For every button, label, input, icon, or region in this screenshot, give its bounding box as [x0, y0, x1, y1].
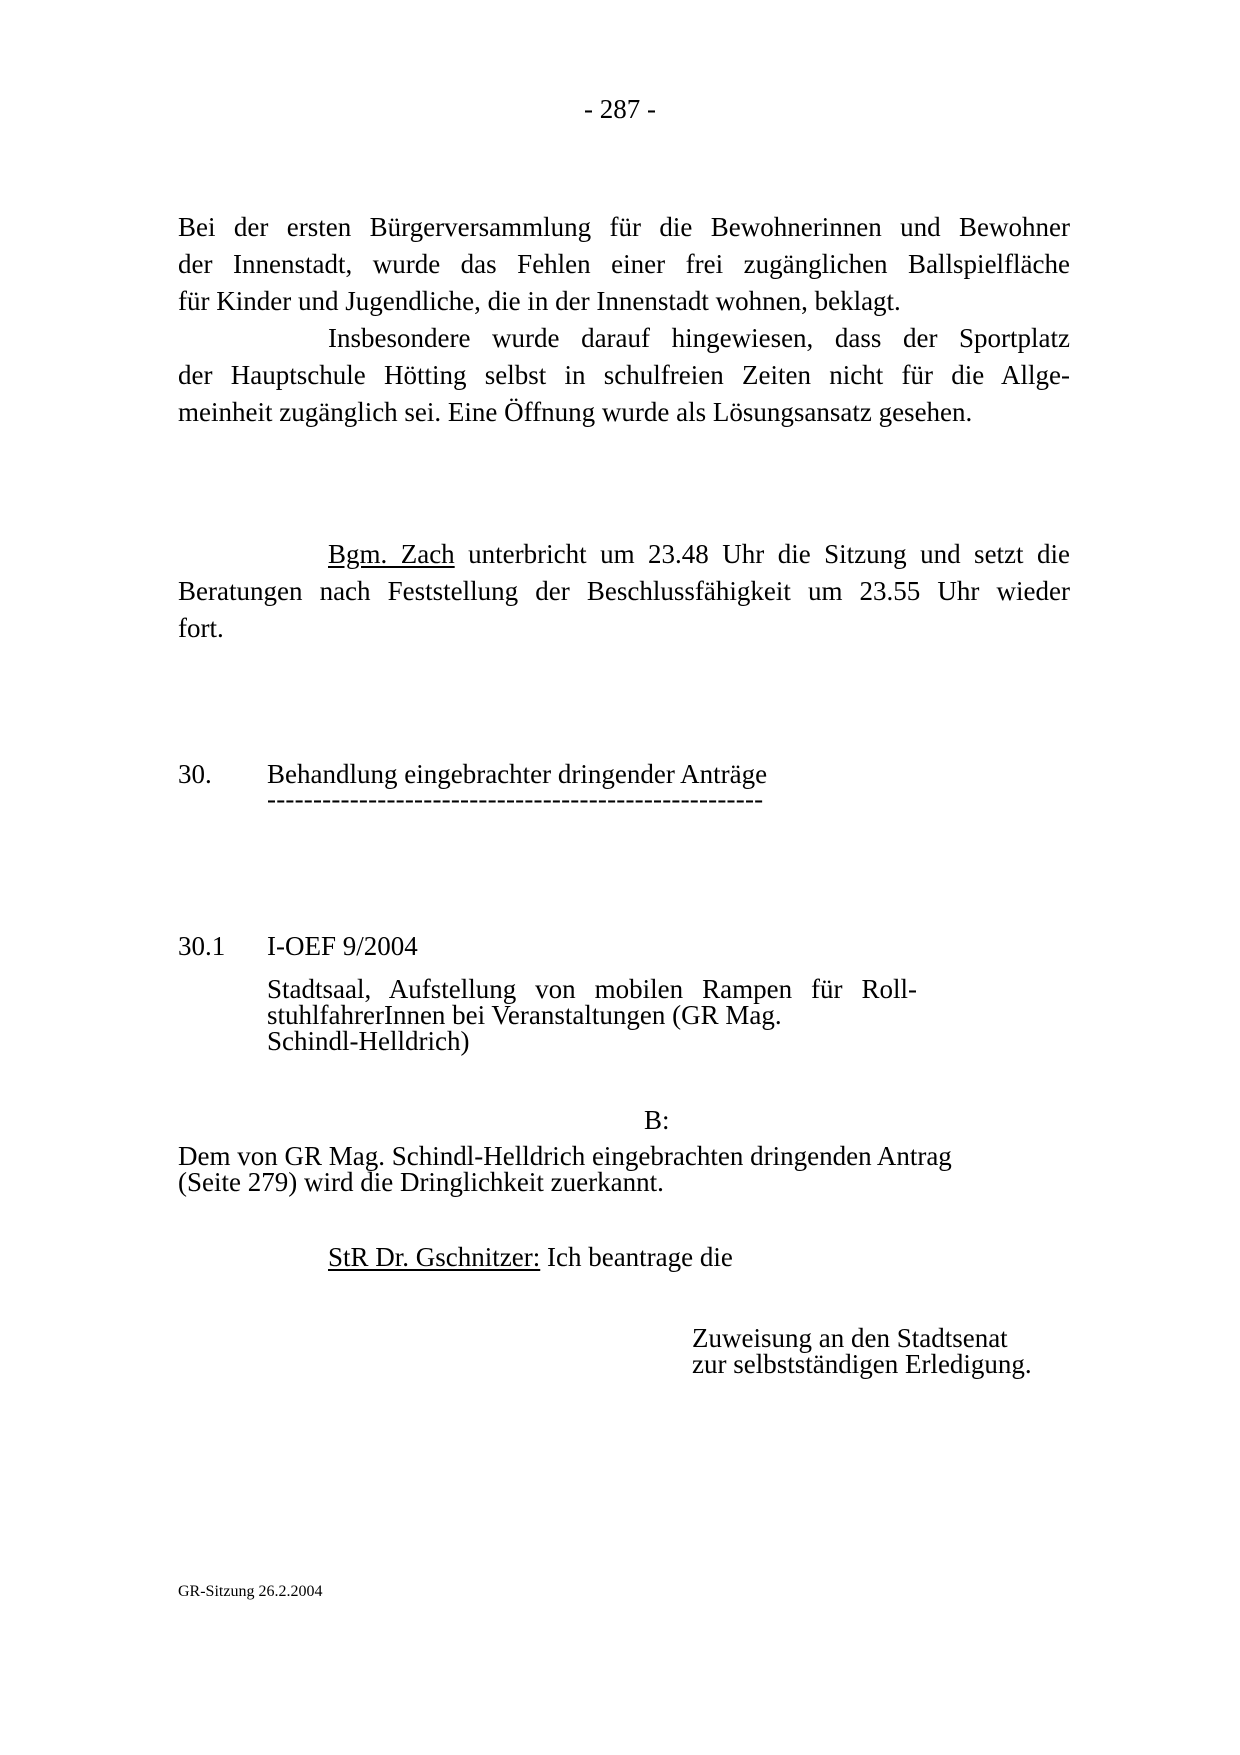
text-line	[178, 536, 1070, 573]
text-line: Schindl-Helldrich)	[267, 1026, 470, 1056]
motion-line	[328, 1240, 733, 1274]
motion-result	[692, 1325, 1032, 1377]
text-line: Stadtsaal, Aufstellung von mobilen Rampen für Roll-	[267, 974, 917, 1004]
decision-text	[178, 1143, 952, 1195]
paragraph-citizens-assembly	[178, 209, 1070, 320]
page-number: - 287 -	[584, 94, 656, 124]
paragraph-session-break	[178, 536, 1070, 647]
text-line: fort.	[178, 613, 224, 643]
page-footer: GR-Sitzung 26.2.2004	[178, 1583, 323, 1600]
text-line: Bei der ersten Bürgerversammlung für die Bewohnerinnen und Bewohner	[178, 212, 1070, 242]
text-line: zur selbstständigen Erledigung.	[692, 1349, 1032, 1379]
subsection-number: 30.1	[178, 931, 226, 961]
subsection-code: I-OEF 9/2004	[267, 931, 418, 961]
text-line: Beratungen nach Feststellung der Beschlussfähigkeit um 23.55 Uhr wieder	[178, 576, 1070, 606]
speaker-name: Bgm. Zach	[328, 539, 455, 569]
speaker-name: StR Dr. Gschnitzer:	[328, 1242, 541, 1272]
section-underline-rule: ------------------------------------------------------	[267, 784, 764, 814]
text-line: meinheit zugänglich sei. Eine Öffnung wurde als Lösungsansatz gesehen.	[178, 397, 973, 427]
text-line: für Kinder und Jugendliche, die in der Innenstadt wohnen, beklagt.	[178, 286, 901, 316]
text-line: stuhlfahrerInnen bei Veranstaltungen (GR Mag.	[267, 1000, 782, 1030]
decision-label: B:	[644, 1105, 670, 1135]
subsection-description	[267, 976, 917, 1054]
section-title: Behandlung eingebrachter dringender Anträge	[267, 759, 768, 789]
paragraph-sportplatz	[178, 320, 1070, 431]
line-text: Ich beantrage die	[540, 1242, 733, 1272]
text-line: der Hauptschule Hötting selbst in schulfreien Zeiten nicht für die Allge-	[178, 360, 1070, 390]
text-line: Insbesondere wurde darauf hingewiesen, dass der Sportplatz	[328, 323, 1070, 353]
text-line: Zuweisung an den Stadtsenat	[692, 1323, 1008, 1353]
line-text: unterbricht um 23.48 Uhr die Sitzung und setzt die	[454, 539, 1070, 569]
text-line: der Innenstadt, wurde das Fehlen einer frei zugänglichen Ballspielfläche	[178, 249, 1070, 279]
section-number: 30.	[178, 759, 212, 789]
text-line: Dem von GR Mag. Schindl-Helldrich eingebrachten dringenden Antrag	[178, 1141, 952, 1171]
text-line: (Seite 279) wird die Dringlichkeit zuerkannt.	[178, 1167, 664, 1197]
